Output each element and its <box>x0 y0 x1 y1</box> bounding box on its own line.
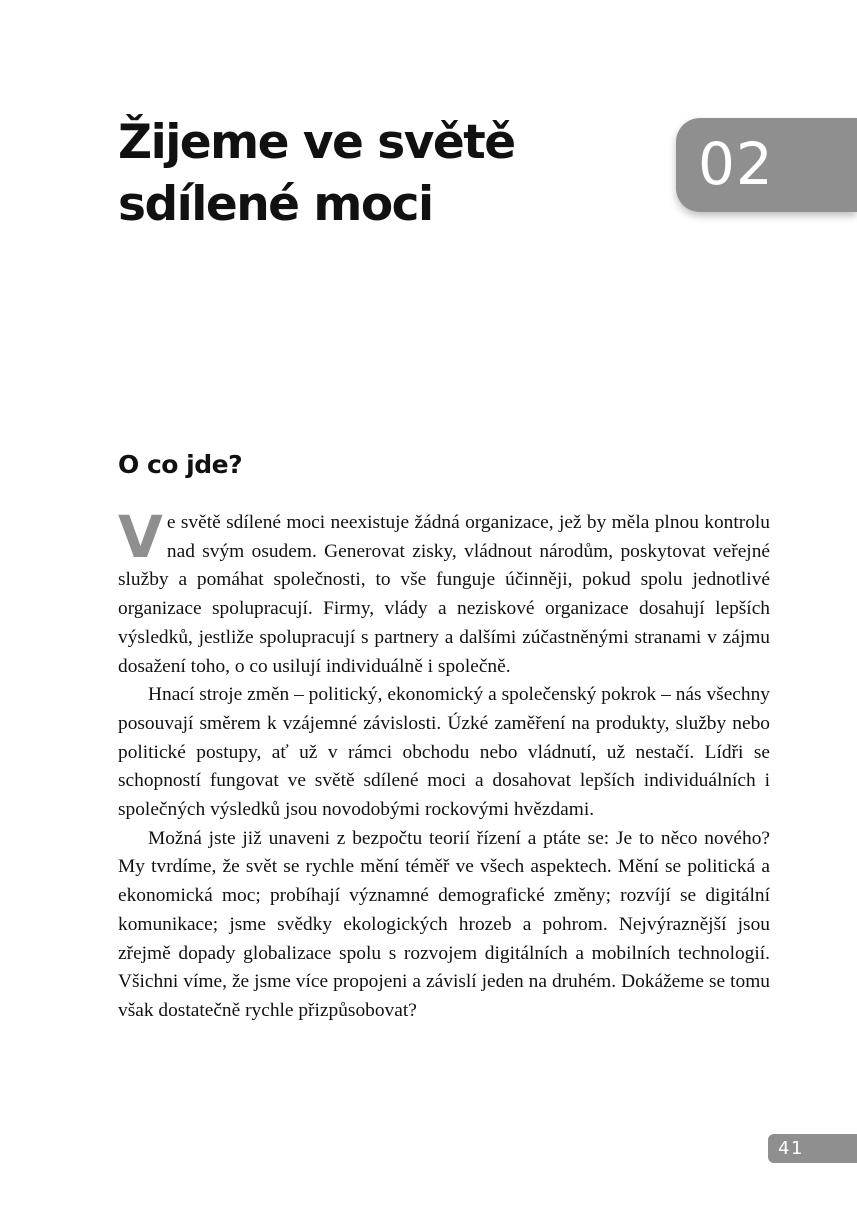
body-text <box>118 503 770 1026</box>
chapter-title: Žijeme ve světě sdílené moci <box>118 115 515 232</box>
page-number: 41 <box>778 1138 804 1159</box>
drop-cap: V <box>118 503 163 571</box>
chapter-number: 02 <box>698 130 774 198</box>
section-heading: O co jde? <box>118 450 243 479</box>
page-number-tab <box>768 1134 857 1163</box>
paragraph-1 <box>118 503 770 681</box>
chapter-number-tab <box>676 118 857 212</box>
paragraph-1-text: e světě sdílené moci neexistuje žádná organizace, jež by měla plnou kontrolu nad svým osudem. Generovat zisky, vládnout národům, poskytovat veřejné služby a pomáhat společnosti, to vše funguje účinněji, pokud spolu jednotlivé organizace spolupracují. Firmy, vlády a neziskové organizace dosahují lepších výsledků, jestliže spolupracují s partnery a dalšími zúčastněnými stranami v zájmu dosažení toho, o co usilují individuálně i společně. <box>118 512 770 677</box>
paragraph-2: Hnací stroje změn – politický, ekonomický a společenský pokrok – nás všechny posouvají směrem k vzájemné závislosti. Úzké zaměření na produkty, služby nebo politické postupy, ať už v rámci obchodu nebo vládnutí, už nestačí. Lídři se schopností fungovat ve světě sdílené moci a dosahovat lepších individuálních i společných výsledků jsou novodobými rockovými hvězdami. <box>118 684 770 821</box>
paragraph-3: Možná jste již unaveni z bezpočtu teorií řízení a ptáte se: Je to něco nového? My tvrdíme, že svět se rychle mění téměř ve všech aspektech. Mění se politická a ekonomická moc; probíhají významné demografické změny; rozvíjí se digitální komunikace; jsme svědky ekologických hrozeb a pohrom. Nejvýraznější jsou zřejmě dopady globalizace spolu s rozvojem digitálních a mobilních technologií. Všichni víme, že jsme více propojeni a závislí jeden na druhém. Dokážeme se tomu však dostatečně rychle přizpůsobovat? <box>118 827 770 1021</box>
